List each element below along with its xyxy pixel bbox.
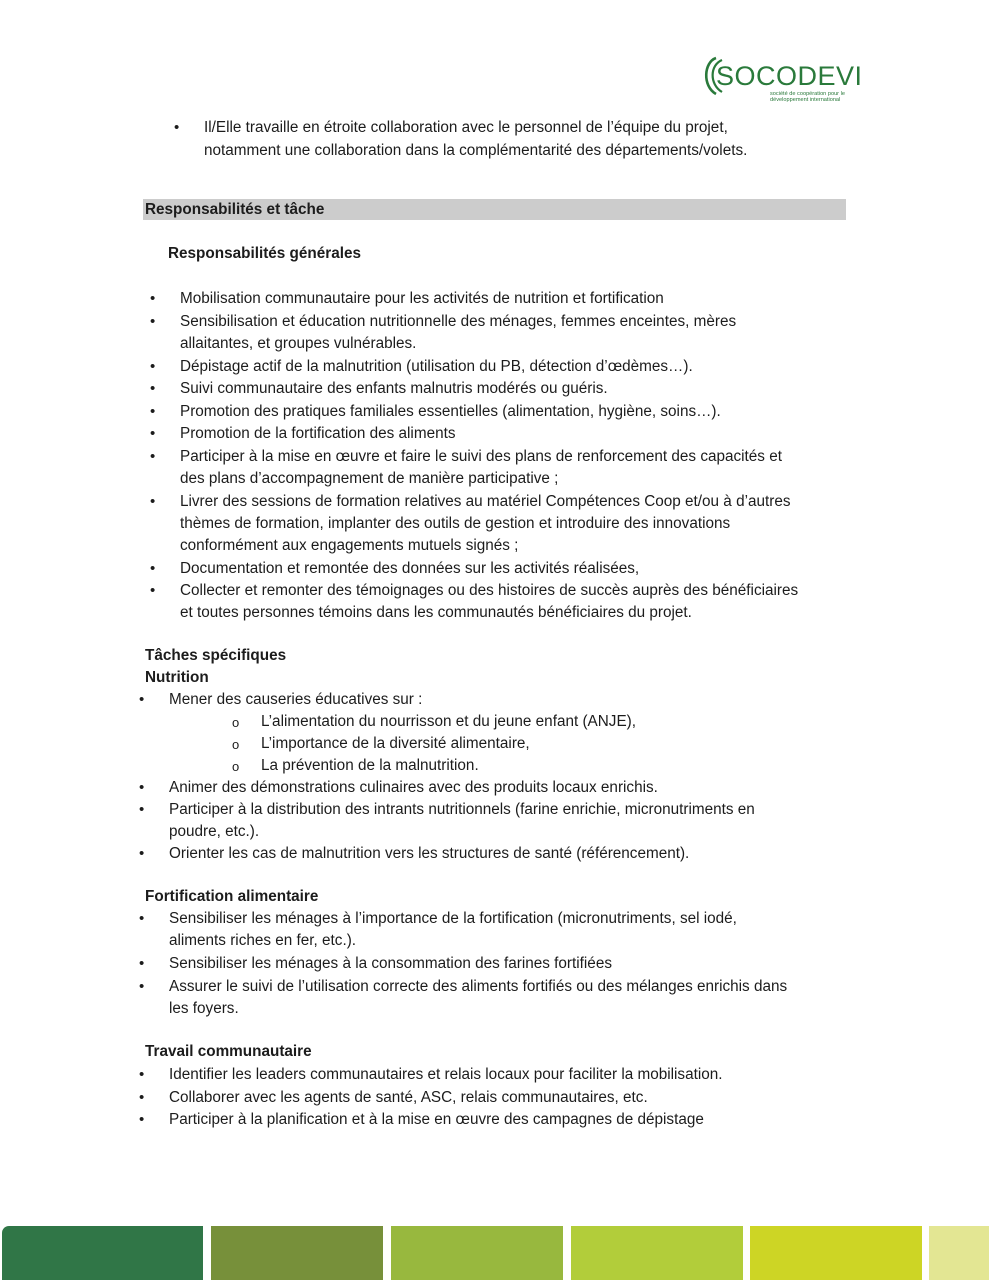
general-item: Livrer des sessions de formation relatives au matériel Compétences Coop et/ou à d’autres [180,493,791,510]
general-item: Mobilisation communautaire pour les activités de nutrition et fortification [180,290,664,307]
nutrition-item-cont: poudre, etc.). [169,823,260,840]
community-item: Collaborer avec les agents de santé, ASC, relais communautaires, etc. [169,1089,648,1106]
section-title: Responsabilités et tâche [145,201,325,218]
footer-block-6 [929,1226,989,1280]
fortification-title: Fortification alimentaire [145,888,319,905]
general-item-cont: allaitantes, et groupes vulnérables. [180,335,417,352]
nutrition-item: Mener des causeries éducatives sur : [169,691,423,708]
general-item: Participer à la mise en œuvre et faire le suivi des plans de renforcement des capacités et [180,448,782,465]
community-item: Participer à la planification et à la mise en œuvre des campagnes de dépistage [169,1111,704,1128]
specific-tasks-title: Tâches spécifiques [145,647,287,664]
bullet-icon: • [139,910,145,927]
bullet-icon: • [150,313,156,330]
footer-block-3 [391,1226,563,1280]
fortification-item-cont: aliments riches en fer, etc.). [169,932,357,949]
general-responsibilities-title: Responsabilités générales [168,245,361,262]
nutrition-subitem: L’importance de la diversité alimentaire, [261,735,530,752]
bullet-icon: • [174,119,180,136]
bullet-icon: • [150,425,156,442]
socodevi-logo [700,52,863,108]
footer-block-4 [571,1226,743,1280]
bullet-icon: • [139,845,145,862]
sub-bullet-icon: o [232,737,240,752]
community-work-title: Travail communautaire [145,1043,312,1060]
intro-line-1: Il/Elle travaille en étroite collaboration avec le personnel de l’équipe du projet, [204,119,728,136]
bullet-icon: • [139,1111,145,1128]
nutrition-item: Animer des démonstrations culinaires avec des produits locaux enrichis. [169,779,658,796]
logo-tagline [770,91,850,104]
bullet-icon: • [150,403,156,420]
logo-tagline-line2: développement international [770,97,841,104]
general-item-cont: et toutes personnes témoins dans les communautés bénéficiaires du projet. [180,604,692,621]
bullet-icon: • [139,801,145,818]
bullet-icon: • [139,978,145,995]
bullet-icon: • [150,290,156,307]
section-header-bar [143,199,846,220]
fortification-item: Sensibiliser les ménages à la consommation des farines fortifiées [169,955,612,972]
nutrition-subitem: L’alimentation du nourrisson et du jeune enfant (ANJE), [261,713,636,730]
bullet-icon: • [150,560,156,577]
fortification-item-cont: les foyers. [169,1000,239,1017]
footer-block-2 [211,1226,383,1280]
bullet-icon: • [139,955,145,972]
general-item: Suivi communautaire des enfants malnutris modérés ou guéris. [180,380,608,397]
logo-wordmark: SOCODEVI [716,61,863,91]
bullet-icon: • [150,380,156,397]
fortification-item: Sensibiliser les ménages à l’importance de la fortification (micronutriments, sel iodé, [169,910,737,927]
bullet-icon: • [139,779,145,796]
general-item-cont: des plans d’accompagnement de manière participative ; [180,470,559,487]
general-item-cont: thèmes de formation, implanter des outils de gestion et introduire des innovations [180,515,731,532]
general-item-cont: conformément aux engagements mutuels signés ; [180,537,519,554]
nutrition-item: Participer à la distribution des intrants nutritionnels (farine enrichie, micronutriments en [169,801,755,818]
community-item: Identifier les leaders communautaires et relais locaux pour faciliter la mobilisation. [169,1066,723,1083]
bullet-icon: • [150,358,156,375]
general-item: Dépistage actif de la malnutrition (utilisation du PB, détection d’œdèmes…). [180,358,693,375]
nutrition-item: Orienter les cas de malnutrition vers les structures de santé (référencement). [169,845,690,862]
logo-tagline-line1: société de coopération pour le [770,91,845,97]
bullet-icon: • [150,493,156,510]
general-item: Collecter et remonter des témoignages ou des histoires de succès auprès des bénéficiaires [180,582,799,599]
general-item: Sensibilisation et éducation nutritionnelle des ménages, femmes enceintes, mères [180,313,737,330]
intro-line-2: notamment une collaboration dans la complémentarité des départements/volets. [204,142,748,159]
bullet-icon: • [139,691,145,708]
general-item: Promotion de la fortification des aliments [180,425,456,442]
bullet-icon: • [150,448,156,465]
fortification-item: Assurer le suivi de l’utilisation correcte des aliments fortifiés ou des mélanges enrichis dans [169,978,788,995]
footer-block-1 [2,1226,203,1280]
bullet-icon: • [139,1066,145,1083]
nutrition-title: Nutrition [145,669,209,686]
sub-bullet-icon: o [232,759,240,774]
sub-bullet-icon: o [232,715,240,730]
nutrition-subitem: La prévention de la malnutrition. [261,757,479,774]
general-item: Promotion des pratiques familiales essentielles (alimentation, hygiène, soins…). [180,403,721,420]
bullet-icon: • [139,1089,145,1106]
general-item: Documentation et remontée des données sur les activités réalisées, [180,560,640,577]
bullet-icon: • [150,582,156,599]
footer-block-5 [750,1226,922,1280]
